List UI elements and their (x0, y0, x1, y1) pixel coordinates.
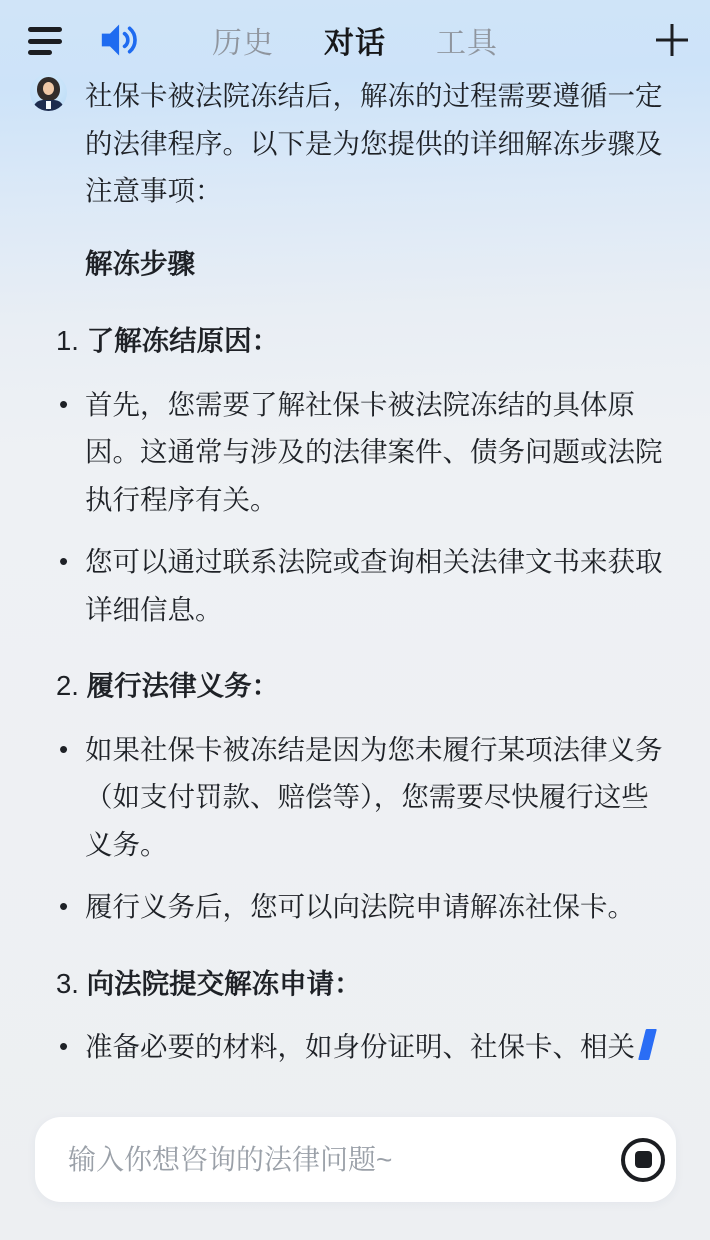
bullet-marker: • (59, 388, 69, 419)
bullet-text: 履行义务后，您可以向法院申请解冻社保卡。 (85, 891, 635, 922)
bullet-marker: • (59, 891, 69, 921)
heading-number: 2. (56, 670, 87, 701)
bullet-text: 您可以通过联系法院或查询相关法律文书来获取详细信息。 (85, 546, 663, 625)
bullet-item (59, 883, 665, 931)
tab-history[interactable]: 历史 (212, 27, 274, 60)
speaker-icon[interactable] (98, 20, 142, 60)
bullet-text: 首先，您需要了解社保卡被法院冻结的具体原因。这通常与涉及的法律案件、债务问题或法院执行程序有关。 (85, 388, 663, 515)
menu-icon[interactable] (28, 27, 62, 55)
menu-bar-line (28, 27, 62, 32)
message-body (56, 72, 665, 1071)
bullet-marker: • (59, 1031, 69, 1061)
menu-bar-line (28, 39, 62, 44)
stop-generating-button[interactable] (621, 1138, 665, 1182)
bullet-item (59, 538, 665, 633)
typing-cursor-icon (638, 1029, 657, 1060)
top-bar (0, 0, 710, 80)
input-bar (35, 1117, 676, 1202)
numbered-heading-3 (56, 960, 665, 1008)
assistant-message (0, 72, 710, 1071)
heading-number: 3. (56, 967, 87, 999)
bullet-text: 如果社保卡被冻结是因为您未履行某项法律义务（如支付罚款、赔偿等），您需要尽快履行这些义务。 (85, 733, 663, 860)
message-paragraph: 社保卡被法院冻结后，解冻的过程需要遵循一定的法律程序。以下是为您提供的详细解冻步骤及注意事项： (85, 80, 663, 206)
bullet-item (59, 726, 665, 869)
tab-dialogue[interactable]: 对话 (324, 27, 386, 60)
bullet-marker: • (59, 733, 69, 764)
question-input[interactable] (35, 1130, 621, 1190)
new-chat-plus-icon[interactable] (654, 22, 690, 58)
avatar-collar (46, 101, 51, 109)
heading-title: 履行法律义务： (86, 670, 280, 701)
heading-title: 向法院提交解冻申请： (86, 967, 362, 999)
tab-tools[interactable]: 工具 (436, 27, 498, 60)
bullet-marker: • (59, 546, 69, 576)
heading-number: 1. (56, 325, 87, 356)
numbered-heading-2 (56, 662, 665, 710)
avatar-face (43, 82, 54, 95)
bullet-item (59, 381, 665, 524)
bullet-text: 准备必要的材料，如身份证明、社保卡、相关 (85, 1031, 635, 1062)
menu-bar-line (28, 50, 52, 55)
avatar (30, 74, 67, 111)
bullet-item streaming (59, 1023, 665, 1071)
section-heading: 解冻步骤 (85, 247, 195, 279)
stop-icon (635, 1151, 652, 1168)
heading-title: 了解冻结原因： (86, 325, 280, 356)
numbered-heading-1 (56, 317, 665, 365)
